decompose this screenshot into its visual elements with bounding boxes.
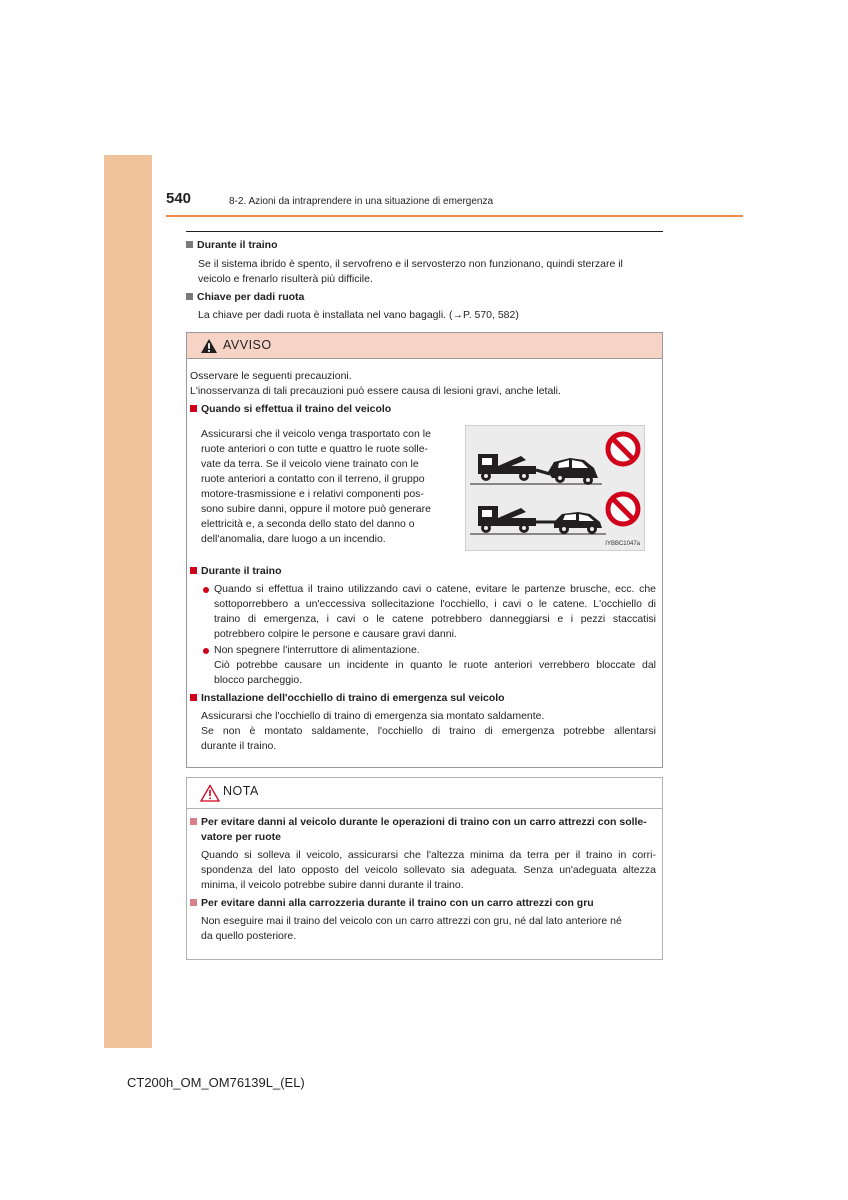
tow-truck-2	[478, 506, 556, 533]
nota-rule	[187, 808, 662, 809]
warning-s1-line-2: ruote anteriori o con tutte e quattro le ruote solle-	[201, 443, 429, 455]
prohibited-icon-2	[608, 494, 638, 524]
warning-s2-b2-line-2: Ciò potrebbe causare un incidente in quanto le ruote anteriori verrebbero bloccate dal	[214, 659, 656, 671]
warning-intro-1: Osservare le seguenti precauzioni.	[190, 370, 352, 382]
warning-s3-line-2: Se non è montato saldamente, l'occhiello di traino di emergenza potrebbe allentarsi	[201, 725, 656, 737]
intro-heading-towing: Durante il traino	[186, 238, 278, 253]
towed-car-1	[548, 458, 598, 485]
bullet-icon	[203, 648, 209, 654]
warning-s1-line-5: motore-trasmissione e i relativi componenti pos-	[201, 488, 424, 500]
warning-intro-2: L'inosservanza di tali precauzioni può essere causa di lesioni gravi, anche letali.	[190, 385, 561, 397]
nota-n1-line-2: spondenza del lato opposto del veicolo sollevato sia adeguata. Senza un'adeguata altezza	[201, 864, 656, 876]
nota-title: NOTA	[223, 784, 259, 798]
warning-s2-b2-line-1: Non spegnere l'interruttore di alimentazione.	[214, 644, 420, 656]
section-title: 8-2. Azioni da intraprendere in una situazione di emergenza	[229, 196, 494, 207]
intro-heading-wrench: Chiave per dadi ruota	[186, 290, 304, 305]
nota-n2-line-1: Non eseguire mai il traino del veicolo con un carro attrezzi con gru, né dal lato anteriore né	[201, 915, 622, 927]
warning-s1-line-7: elettricità e, a seconda dello stato del danno o	[201, 518, 415, 530]
warning-s1-line-3: vate da terra. Se il veicolo viene trainato con le	[201, 458, 419, 470]
warning-heading-towing-vehicle: Quando si effettua il traino del veicolo	[190, 402, 391, 417]
warning-header	[187, 333, 662, 359]
intro-text-wrench: La chiave per dadi ruota è installata nel vano bagagli. (→P. 570, 582)	[198, 309, 519, 321]
chapter-tab	[104, 155, 152, 1048]
header-rule	[166, 215, 743, 217]
warning-s2-b2-line-3: blocco parcheggio.	[214, 674, 303, 686]
content-top-rule	[186, 231, 663, 232]
towing-illustration	[465, 425, 645, 551]
warning-heading-during-tow: Durante il traino	[190, 564, 282, 579]
warning-s2-b1-line-1: Quando si effettua il traino utilizzando cavi o catene, evitare le partenze brusche, ecc. che	[214, 583, 656, 595]
intro-text-towing-1: Se il sistema ibrido è spento, il servofreno e il servosterzo non funzionano, quindi sterzare il	[198, 258, 623, 270]
nota-n1-line-3: minima, il veicolo potrebbe subire danni durante il traino.	[201, 879, 464, 891]
footer-doc-code: CT200h_OM_OM76139L_(EL)	[127, 1075, 305, 1090]
illustration-code: IYBBC1047a	[605, 541, 640, 547]
warning-s1-line-6: sono subire danni, oppure il motore può generare	[201, 503, 431, 515]
nota-heading-wheel-lift: Per evitare danni al veicolo durante le operazioni di traino con un carro attrezzi con solle-	[190, 815, 656, 830]
warning-s2-b1-line-3: traino di emergenza, i cavi o le catene potrebbero danneggiarsi e i pezzi staccatisi	[214, 613, 656, 625]
warning-s1-line-4: ruote anteriori a contatto con il terreno, il gruppo	[201, 473, 425, 485]
page-number: 540	[166, 190, 192, 207]
prohibited-icon-1	[608, 434, 638, 464]
nota-heading-wheel-lift-cont: vatore per ruote	[201, 831, 281, 843]
warning-s2-b1-line-2: sottoporrebbero a un'eccessiva sollecitazione l'occhiello, i cavi o le catene. L'occhiello di	[214, 598, 656, 610]
warning-s1-line-8: dell'anomalia, dare luogo a un incendio.	[201, 533, 386, 545]
warning-s1-line-1: Assicurarsi che il veicolo venga trasportato con le	[201, 428, 431, 440]
warning-s3-line-1: Assicurarsi che l'occhiello di traino di emergenza sia montato saldamente.	[201, 710, 545, 722]
tow-truck-diagram	[466, 426, 644, 538]
caution-icon	[200, 784, 220, 802]
warning-s3-line-3: durante il traino.	[201, 740, 277, 752]
bullet-icon	[203, 587, 209, 593]
nota-n2-line-2: da quello posteriore.	[201, 930, 297, 942]
nota-n1-line-1: Quando si solleva il veicolo, assicurarsi che l'altezza minima da terra per il traino in corri-	[201, 849, 656, 861]
tow-truck-1	[478, 454, 550, 481]
warning-title: AVVISO	[223, 338, 272, 352]
nota-heading-crane: Per evitare danni alla carrozzeria durante il traino con un carro attrezzi con gru	[190, 896, 594, 911]
towed-car-2	[554, 512, 602, 534]
warning-heading-tow-eyelet: Installazione dell'occhiello di traino di emergenza sul veicolo	[190, 691, 505, 706]
warning-s2-b1-line-4: potrebbero colpire le persone e causare gravi danni.	[214, 628, 457, 640]
intro-text-towing-2: veicolo e frenarlo risulterà più difficile.	[198, 273, 373, 285]
warning-icon	[200, 338, 218, 354]
